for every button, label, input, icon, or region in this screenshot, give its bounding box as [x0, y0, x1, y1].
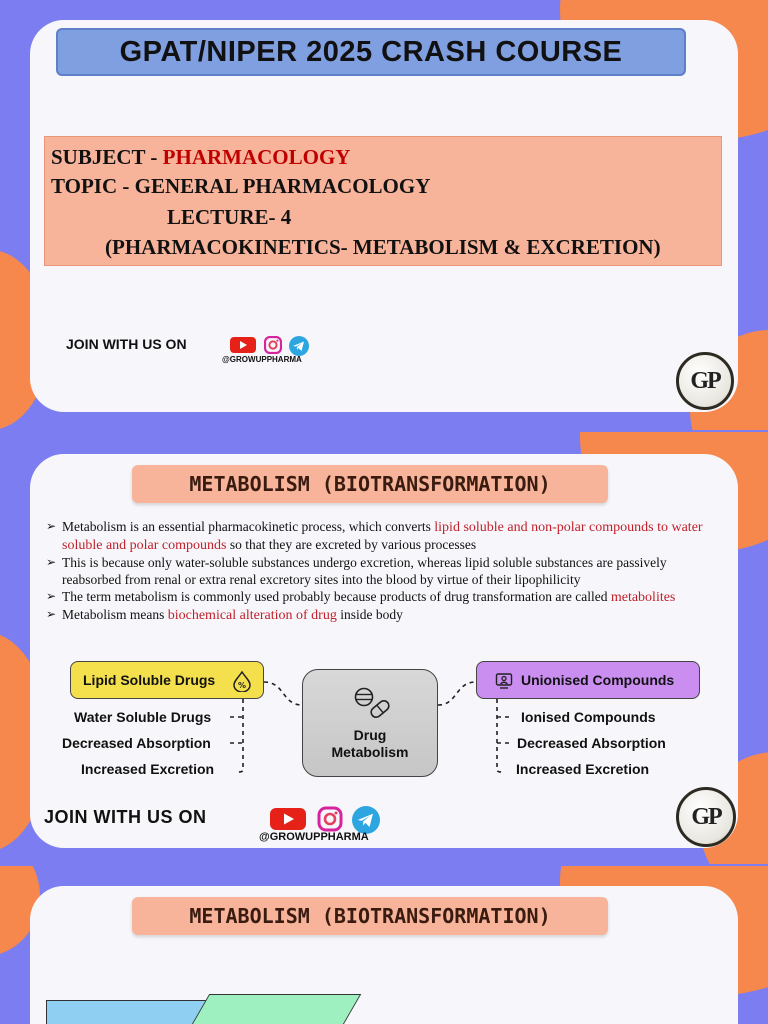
center-line-2: Metabolism: [331, 744, 409, 760]
highlight-text: metabolites: [610, 590, 676, 605]
social-handle: @GROWUPPHARMA: [259, 831, 369, 843]
left-item-2: Decreased Absorption: [62, 735, 211, 751]
left-item-3: Increased Excretion: [81, 761, 215, 777]
instagram-icon[interactable]: [317, 806, 343, 832]
lecture-topic-line: (PHARMACOKINETICS- METABOLISM & EXCRETION): [105, 235, 661, 259]
pill-icon: [351, 684, 393, 722]
course-title: GPAT/NIPER 2025 CRASH COURSE: [56, 28, 686, 76]
bullet-item: ➢ The term metabolism is commonly used probably because products of drug transformation are called metabolites: [46, 588, 726, 606]
drug-metabolism-box: [302, 669, 438, 777]
youtube-icon[interactable]: [270, 808, 306, 830]
right-item-3: Increased Excretion: [516, 761, 650, 777]
slide-3: [0, 866, 768, 1024]
right-item-2: Decreased Absorption: [517, 735, 666, 751]
join-text: JOIN WITH US ON: [66, 336, 187, 352]
unionised-compounds-box: [476, 661, 700, 699]
percent-drop-icon: [231, 670, 253, 692]
svg-text:%: %: [237, 681, 247, 690]
section-heading: METABOLISM (BIOTRANSFORMATION): [132, 897, 608, 935]
cube-graphic-side: [191, 994, 361, 1024]
gp-logo: GP: [676, 787, 736, 847]
lipid-soluble-drugs-box: [70, 661, 264, 699]
telegram-icon[interactable]: [352, 806, 380, 834]
cube-graphic: [46, 1000, 208, 1024]
bullet-item: ➢ This is because only water-soluble substances undergo excretion, whereas lipid soluble substances are passively reabsorbed from renal or extra renal excretory sites into the blood by virtue of their lipophilicity: [46, 554, 726, 588]
left-title: Lipid Soluble Drugs: [83, 672, 216, 688]
bullet-item: ➢ Metabolism means biochemical alteration of drug inside body: [46, 606, 726, 624]
topic-line: TOPIC - GENERAL PHARMACOLOGY: [51, 174, 431, 198]
highlight-text: biochemical alteration of drug: [167, 608, 337, 623]
highlight-text: lipid soluble and non-polar compounds to water soluble and polar compounds: [62, 520, 703, 553]
gp-logo: GP: [676, 352, 734, 410]
section-heading: METABOLISM (BIOTRANSFORMATION): [132, 465, 608, 503]
center-line-1: Drug: [353, 727, 387, 743]
right-title: Unionised Compounds: [521, 672, 675, 688]
join-text: JOIN WITH US ON: [44, 807, 207, 827]
monitor-user-icon: [495, 672, 513, 690]
social-handle: @GROWUPPHARMA: [222, 355, 302, 364]
subject-line: SUBJECT - PHARMACOLOGY: [51, 145, 351, 169]
subject-value: PHARMACOLOGY: [162, 145, 351, 169]
lecture-line: LECTURE- 4: [167, 205, 292, 229]
bullet-item: ➢ Metabolism is an essential pharmacokinetic process, which converts lipid soluble and non-polar compounds to water soluble and polar compounds so that they are excreted by various processes: [46, 518, 726, 554]
left-item-1: Water Soluble Drugs: [74, 709, 212, 725]
right-item-1: Ionised Compounds: [521, 709, 656, 725]
